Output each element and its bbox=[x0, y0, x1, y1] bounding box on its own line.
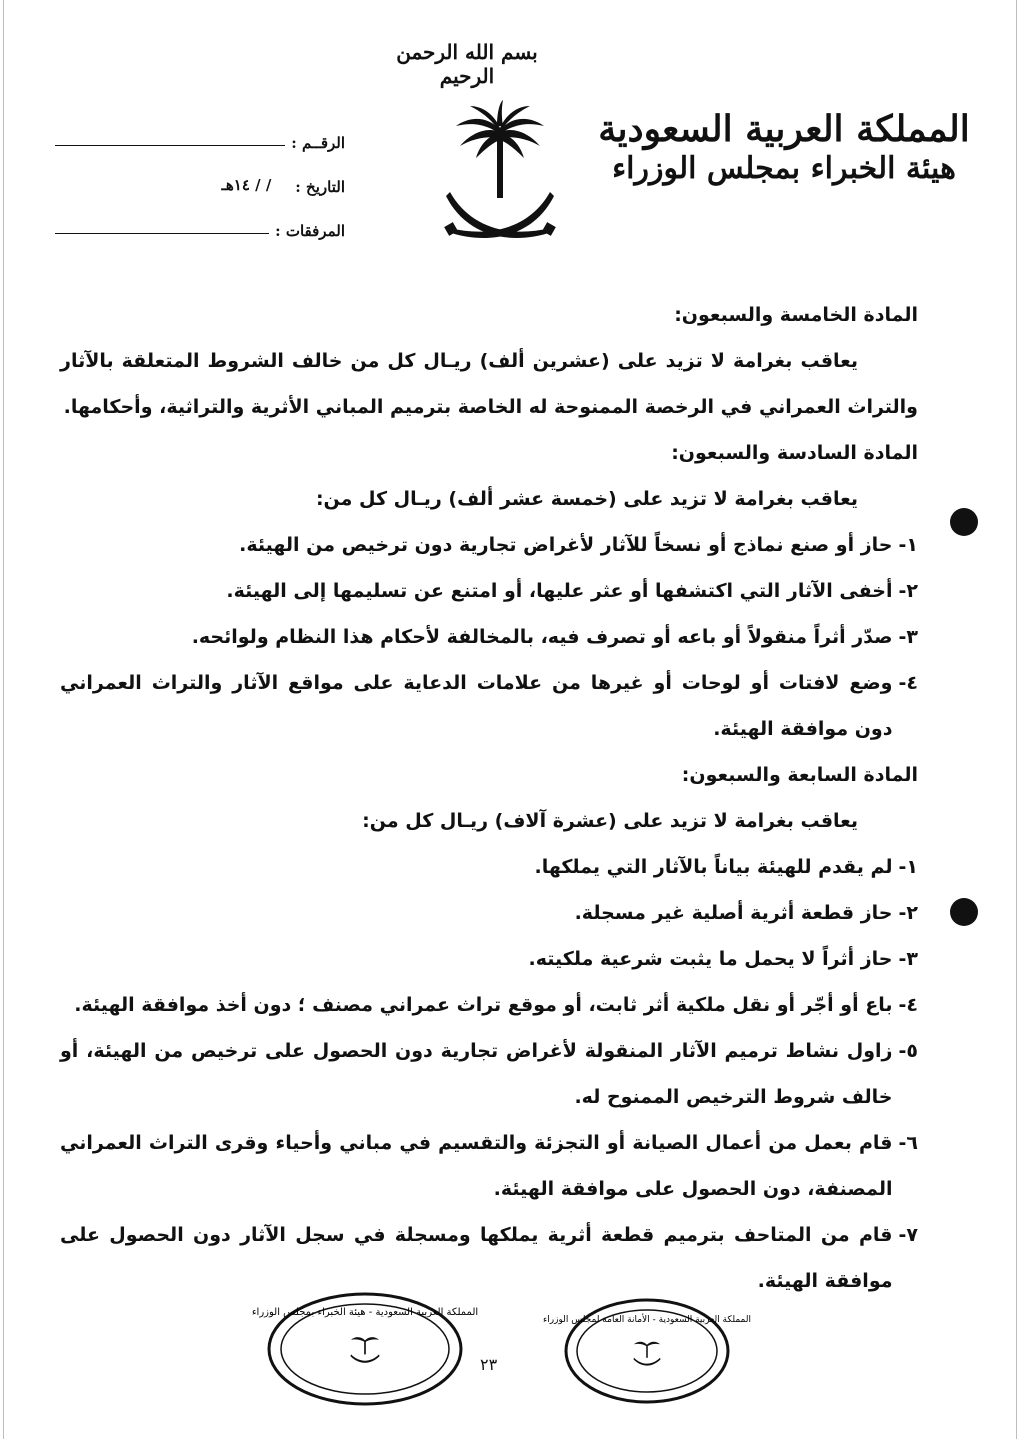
item-number: ١- bbox=[898, 534, 918, 556]
saudi-emblem-icon bbox=[440, 100, 560, 250]
document-body bbox=[60, 292, 918, 1304]
stamp-text: المملكة العربية السعودية - هيئة الخبراء بمجلس الوزراء bbox=[251, 1307, 479, 1318]
list-item bbox=[60, 568, 918, 614]
attachments-row bbox=[55, 196, 345, 240]
page-number: ٢٣ bbox=[480, 1355, 498, 1374]
item-number: ٦- bbox=[898, 1132, 918, 1154]
article-intro: يعاقب بغرامة لا تزيد على (خمسة عشر ألف) ريـال كل من: bbox=[315, 488, 858, 510]
item-text: باع أو أجّر أو نقل ملكية أثر ثابت، أو موقع تراث عمراني مصنف ؛ دون أخذ موافقة الهيئة. bbox=[74, 994, 893, 1016]
basmala: بسم الله الرحمن الرحيم bbox=[396, 40, 538, 88]
scan-edge-right bbox=[1016, 0, 1017, 1439]
item-text: لم يقدم للهيئة بياناً بالآثار التي يملكها. bbox=[534, 856, 893, 878]
list-item bbox=[60, 1028, 918, 1120]
item-text: قام بعمل من أعمال الصيانة أو التجزئة والتقسيم في مباني وأحياء وقرى التراث العمراني المصنفة، دون الحصول على موافقة الهيئة. bbox=[60, 1132, 893, 1200]
list-item bbox=[60, 982, 918, 1028]
attachments-label: المرفقات : bbox=[275, 222, 345, 240]
list-item bbox=[60, 1120, 918, 1212]
article-intro: يعاقب بغرامة لا تزيد على (عشرة آلاف) ريـال كل من: bbox=[362, 810, 858, 832]
ref-label: الرقــم : bbox=[291, 134, 345, 152]
date-value: / / ١٤هـ bbox=[221, 176, 272, 194]
item-number: ١- bbox=[898, 856, 918, 878]
item-number: ٣- bbox=[898, 948, 918, 970]
item-text: حاز أو صنع نماذج أو نسخاً للآثار لأغراض تجارية دون ترخيص من الهيئة. bbox=[239, 534, 893, 556]
item-number: ٢- bbox=[898, 902, 918, 924]
item-number: ٣- bbox=[898, 626, 918, 648]
item-text: أخفى الآثار التي اكتشفها أو عثر عليها، أو امتنع عن تسليمها إلى الهيئة. bbox=[226, 580, 893, 602]
item-text: وضع لافتات أو لوحات أو غيرها من علامات الدعاية على مواقع الآثار والتراث العمراني دون موافقة الهيئة. bbox=[60, 672, 893, 740]
reference-block bbox=[55, 108, 345, 240]
item-text: قام من المتاحف بترميم قطعة أثرية يملكها ومسجلة في سجل الآثار دون الحصول على موافقة الهيئة. bbox=[60, 1224, 893, 1292]
item-text: حاز أثراً لا يحمل ما يثبت شرعية ملكيته. bbox=[528, 948, 893, 970]
authority-stamp-left bbox=[251, 1290, 479, 1408]
punch-hole-icon bbox=[950, 508, 978, 536]
article-title: المادة الخامسة والسبعون: bbox=[674, 304, 918, 326]
punch-hole-icon bbox=[950, 898, 978, 926]
article-intro: يعاقب بغرامة لا تزيد على (عشرين ألف) ريـال كل من خالف الشروط المتعلقة بالآثار والتراث العمراني في الرخصة الممنوحة له الخاصة بترميم المباني الأثرية والتراثية، وأحكامها. bbox=[60, 350, 918, 418]
item-number: ٢- bbox=[898, 580, 918, 602]
item-number: ٧- bbox=[898, 1224, 918, 1246]
scan-edge-left bbox=[3, 0, 4, 1439]
list-item bbox=[60, 890, 918, 936]
article-title: المادة السابعة والسبعون: bbox=[681, 764, 918, 786]
stamp-text: المملكة العربية السعودية - الأمانة العامة لمجلس الوزراء bbox=[543, 1315, 751, 1325]
article-title: المادة السادسة والسبعون: bbox=[671, 442, 918, 464]
item-number: ٤- bbox=[898, 672, 918, 694]
date-row bbox=[55, 152, 345, 196]
item-text: حاز قطعة أثرية أصلية غير مسجلة. bbox=[574, 902, 893, 924]
list-item bbox=[60, 522, 918, 568]
date-label: التاريخ : bbox=[295, 178, 345, 196]
kingdom-title-block bbox=[584, 108, 984, 187]
ref-line bbox=[55, 144, 285, 146]
list-item bbox=[60, 1212, 918, 1304]
ref-row bbox=[55, 108, 345, 152]
list-item bbox=[60, 844, 918, 890]
list-item bbox=[60, 660, 918, 752]
list-item bbox=[60, 936, 918, 982]
item-number: ٥- bbox=[898, 1040, 918, 1062]
kingdom-name: المملكة العربية السعودية bbox=[598, 108, 970, 150]
attachments-line bbox=[55, 232, 269, 234]
item-text: زاول نشاط ترميم الآثار المنقولة لأغراض تجارية دون الحصول على ترخيص من الهيئة، أو خالف شروط الترخيص الممنوح له. bbox=[60, 1040, 893, 1108]
list-item bbox=[60, 614, 918, 660]
item-text: صدّر أثراً منقولاً أو باعه أو تصرف فيه، بالمخالفة لأحكام هذا النظام ولوائحه. bbox=[191, 626, 893, 648]
authority-stamp-right bbox=[543, 1296, 751, 1406]
item-number: ٤- bbox=[898, 994, 918, 1016]
authority-name: هيئة الخبراء بمجلس الوزراء bbox=[612, 151, 956, 187]
